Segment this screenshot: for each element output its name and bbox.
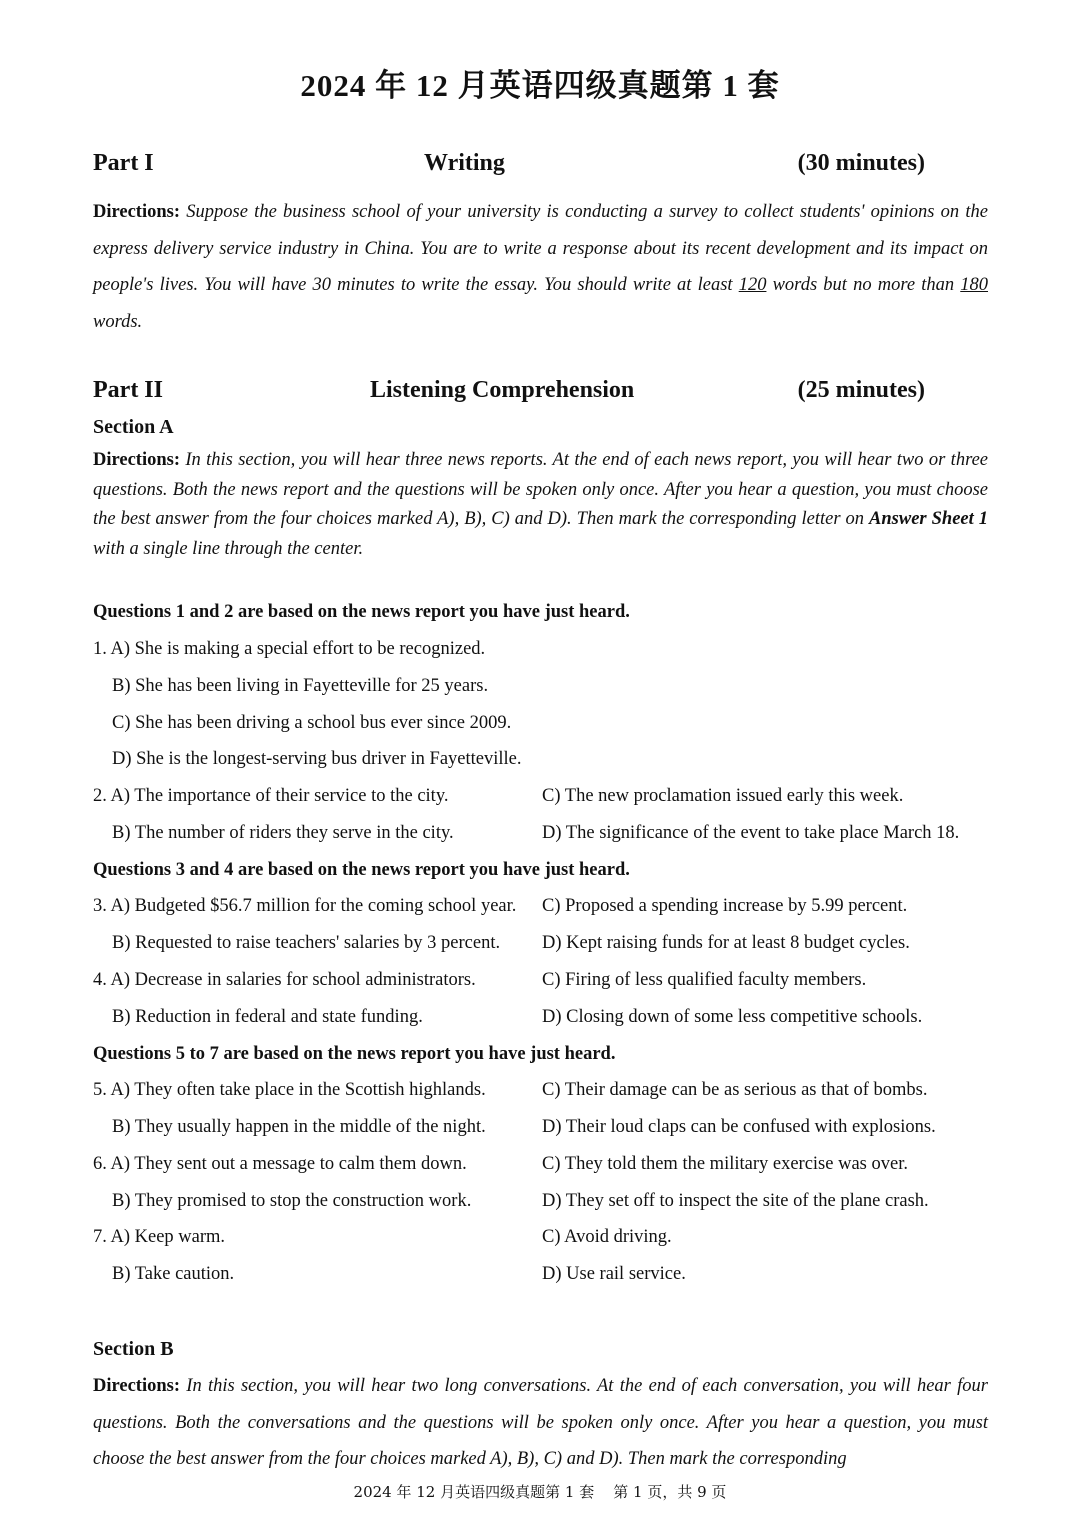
section-a-directions-text: In this section, you will hear three news reports. At the end of each news report, you will hear two or three questions. Both the news report and the questions will be spoken only once. After you hear a question, you must choose the best answer from the four choices marked A), B), C) and D). Then mark the corresponding letter on [93,450,989,529]
part1-header [93,150,925,182]
q2-option-b: B) The number of riders they serve in the city. [112,823,454,843]
min-words: 120 [738,275,767,295]
q3-option-a: 3. A) Budgeted $56.7 million for the coming school year. [93,896,517,916]
q7-option-d: D) Use rail service. [542,1264,686,1284]
q5-option-d: D) Their loud claps can be confused with explosions. [542,1117,936,1137]
part1-directions [93,194,988,340]
q3-option-d: D) Kept raising funds for at least 8 budget cycles. [542,933,910,953]
q3-option-b: B) Requested to raise teachers' salaries by 3 percent. [112,933,501,953]
section-a-title: Section A [93,416,174,438]
directions-label: Directions: [93,1376,180,1396]
section-b-directions [93,1368,988,1478]
q7-option-b: B) Take caution. [112,1264,235,1284]
question-group-heading: Questions 5 to 7 are based on the news report you have just heard. [93,1044,616,1064]
q6-option-a: 6. A) They sent out a message to calm them down. [93,1154,467,1174]
q5-option-b: B) They usually happen in the middle of the night. [112,1117,486,1137]
q7-option-c: C) Avoid driving. [542,1227,672,1247]
part2-name: Listening Comprehension [370,377,635,403]
q3-option-c: C) Proposed a spending increase by 5.99 percent. [542,896,908,916]
q4-option-b: B) Reduction in federal and state funding. [112,1007,423,1027]
q6-option-b: B) They promised to stop the construction work. [112,1191,472,1211]
q7-option-a: 7. A) Keep warm. [93,1227,226,1247]
q4-option-d: D) Closing down of some less competitive schools. [542,1007,923,1027]
q2-option-c: C) The new proclamation issued early this week. [542,786,904,806]
q1-option-d: D) She is the longest-serving bus driver in Fayetteville. [112,749,522,769]
q4-option-a: 4. A) Decrease in salaries for school administrators. [93,970,476,990]
directions-label: Directions: [93,202,180,222]
part2-header [93,377,925,409]
part2-time: (25 minutes) [797,377,925,403]
q1-option-a: 1. A) She is making a special effort to be recognized. [93,639,486,659]
part1-label: Part I [93,150,154,176]
q2-option-d: D) The significance of the event to take place March 18. [542,823,960,843]
max-words: 180 [960,275,989,295]
part1-time: (30 minutes) [797,150,925,176]
section-a-directions-text-2: with a single line through the center. [93,538,364,559]
part2-label: Part II [93,377,163,403]
page-footer: 2024 年 12 月英语四级真题第 1 套 第 1 页，共 9 页 [353,1483,727,1501]
part1-directions-text-2: words but no more than [772,275,955,295]
directions-label: Directions: [93,450,180,470]
q2-option-a: 2. A) The importance of their service to the city. [93,786,449,806]
section-b-directions-text: In this section, you will hear two long conversations. At the end of each conversation, you will hear four questions. Both the conversations and the questions will be spoken only once. After you hear a question, you must choose the best answer from the four choices marked A), B), C) and D). Then mark the corresponding [93,1376,988,1469]
section-a-directions [93,446,988,564]
q6-option-d: D) They set off to inspect the site of the plane crash. [542,1191,929,1211]
section-b-title: Section B [93,1338,174,1360]
part1-directions-text-3: words. [93,311,143,332]
page-title: 2024 年 12 月英语四级真题第 1 套 [300,68,780,103]
answer-sheet-ref: Answer Sheet 1 [869,509,989,529]
part1-directions-text: Suppose the business school of your university is conducting a survey to collect students' opinions on the express delivery service industry in China. You are to write a response about its recent development and its impact on people's lives. You will have 30 minutes to write the essay. You should write at least [93,202,989,295]
q1-option-b: B) She has been living in Fayetteville for 25 years. [112,676,489,696]
question-group-heading: Questions 3 and 4 are based on the news report you have just heard. [93,860,630,880]
q5-option-c: C) Their damage can be as serious as that of bombs. [542,1080,928,1100]
q1-option-c: C) She has been driving a school bus ever since 2009. [112,713,512,733]
q5-option-a: 5. A) They often take place in the Scottish highlands. [93,1080,486,1100]
question-group-heading: Questions 1 and 2 are based on the news report you have just heard. [93,602,630,622]
part1-name: Writing [424,150,505,176]
q6-option-c: C) They told them the military exercise was over. [542,1154,908,1174]
q4-option-c: C) Firing of less qualified faculty members. [542,970,867,990]
